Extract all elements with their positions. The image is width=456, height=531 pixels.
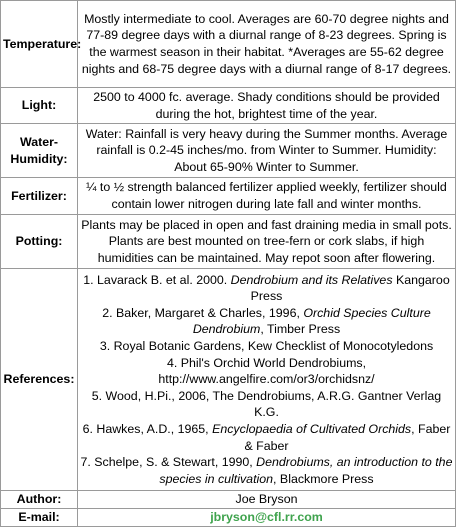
- author-label: Author:: [1, 491, 78, 509]
- author-name: Joe Bryson: [78, 491, 456, 509]
- reference-item: 3. Royal Botanic Gardens, Kew Checklist of Monocotyledons: [99, 339, 434, 354]
- potting-label: Potting:: [1, 215, 78, 269]
- email-row: [1, 509, 456, 527]
- potting-row: [1, 215, 456, 269]
- references-list: [78, 269, 456, 491]
- reference-item: 6. Hawkes, A.D., 1965, Encyclopaedia of Cultivated Orchids, Faber & Faber: [82, 421, 451, 453]
- temperature-row: [1, 1, 456, 88]
- author-row: [1, 491, 456, 509]
- reference-item: 7. Schelpe, S. & Stewart, 1990, Dendrobiums, an introduction to the species in cultivation, Blackmore Press: [80, 455, 453, 486]
- light-row: [1, 88, 456, 124]
- temperature-text: Mostly intermediate to cool. Averages are 60-70 degree nights and 77-89 degree days with a diurnal range of 8-23 degrees. Spring is the warmest season in their habitat. *Averages are 55-62 degree nights and 68-75 degree days with a diurnal range of 8-17 degrees.: [78, 1, 456, 88]
- reference-item: 4. Phil's Orchid World Dendrobiums, http://www.angelfire.com/or3/orchidsnz/: [158, 355, 375, 387]
- reference-item: 1. Lavarack B. et al. 2000. Dendrobium and its Relatives Kangaroo Press: [83, 272, 450, 304]
- temperature-label: Temperature:: [1, 1, 78, 88]
- reference-item: 2. Baker, Margaret & Charles, 1996, Orchid Species Culture Dendrobium, Timber Press: [102, 305, 431, 337]
- light-text: 2500 to 4000 fc. average. Shady conditions should be provided during the hot, brightest time of the year.: [78, 88, 456, 124]
- reference-item: 5. Wood, H.Pi., 2006, The Dendrobiums, A.R.G. Gantner Verlag K.G.: [91, 388, 442, 420]
- email-link[interactable]: jbryson@cfl.rr.com: [210, 510, 323, 525]
- references-row: [1, 269, 456, 491]
- water-humidity-label: Water-Humidity:: [1, 124, 78, 178]
- references-label: References:: [1, 269, 78, 491]
- water-humidity-row: [1, 124, 456, 178]
- fertilizer-text: ¼ to ½ strength balanced fertilizer applied weekly, fertilizer should contain lower nitrogen during late fall and winter months.: [78, 178, 456, 215]
- email-label: E-mail:: [1, 509, 78, 527]
- fertilizer-label: Fertilizer:: [1, 178, 78, 215]
- email-cell: [78, 509, 456, 527]
- water-humidity-text: Water: Rainfall is very heavy during the Summer months. Average rainfall is 0.2-45 inches/mo. from Winter to Summer. Humidity: About 65-90% Winter to Summer.: [78, 124, 456, 178]
- potting-text: Plants may be placed in open and fast draining media in small pots. Plants are best mounted on tree-fern or cork slabs, if high humidities can be maintained. May repot soon after flowering.: [78, 215, 456, 269]
- fertilizer-row: [1, 178, 456, 215]
- light-label: Light:: [1, 88, 78, 124]
